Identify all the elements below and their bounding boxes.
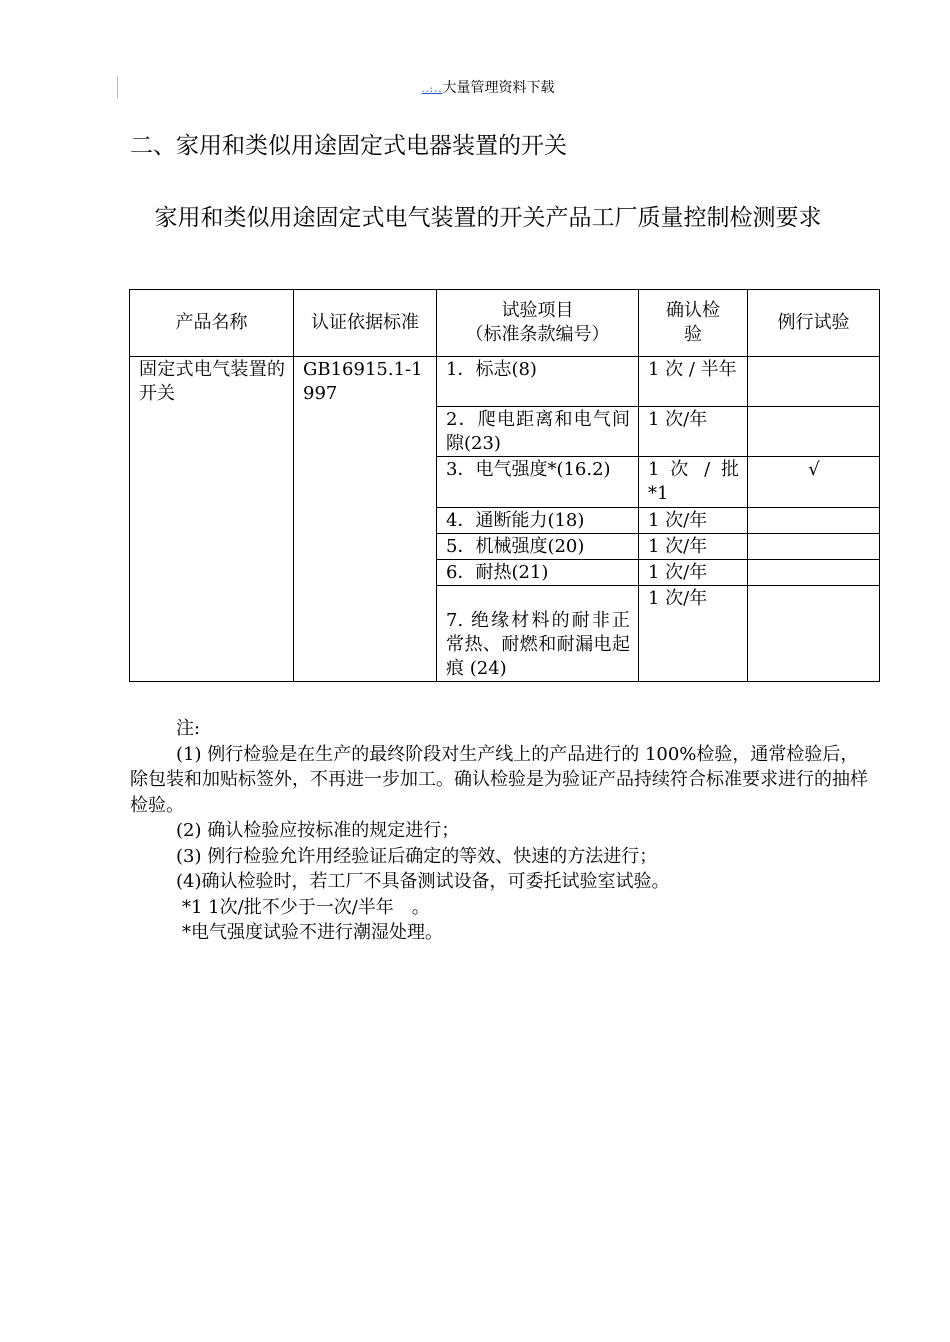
cell-routine <box>748 534 880 560</box>
document-title: 家用和类似用途固定式电气装置的开关产品工厂质量控制检测要求 <box>154 205 822 231</box>
cell-confirm: 1 次/年 <box>639 586 748 682</box>
header-routine-test: 例行试验 <box>748 290 880 357</box>
cell-standard: GB16915.1-1997 <box>294 357 437 682</box>
cell-test-item: 4．通断能力(18) <box>437 508 639 534</box>
quality-control-table <box>129 289 880 682</box>
note-item: (2) 确认检验应按标准的规定进行； <box>176 820 460 841</box>
cell-confirm: 1 次/年 <box>639 534 748 560</box>
note-star-item: *1 1次/批不少于一次/半年 。 <box>182 896 430 918</box>
section-heading: 二、家用和类似用途固定式电器装置的开关 <box>130 133 567 159</box>
page-header <box>0 79 950 99</box>
cell-test-item: 1．标志(8) <box>437 357 639 407</box>
cell-test-item: 7. 绝缘材料的耐非正常热、耐燃和耐漏电起痕 (24) <box>437 586 639 682</box>
cell-test-item: 3．电气强度*(16.2) <box>437 457 639 508</box>
cell-test-item: 5．机械强度(20) <box>437 534 639 560</box>
cell-routine <box>748 560 880 586</box>
cell-confirm: 1 次/年 <box>639 560 748 586</box>
cell-test-item: 6．耐热(21) <box>437 560 639 586</box>
header-link-dots[interactable]: ..:.. <box>421 84 443 95</box>
cell-routine <box>748 357 880 407</box>
header-test-item: 试验项目 （标准条款编号） <box>437 290 639 357</box>
notes-section <box>130 716 870 946</box>
cell-product-name: 固定式电气装置的开关 <box>130 357 294 682</box>
cell-confirm: 1 次 / 半年 <box>639 357 748 407</box>
header-confirm-test: 确认检验 <box>639 290 748 357</box>
note-item: (1) 例行检验是在生产的最终阶段对生产线上的产品进行的 100%检验，通常检验后，除包装和加贴标签外，不再进一步加工。确认检验是为验证产品持续符合标准要求进行的抽样检验。 <box>130 743 868 816</box>
note-star-item: *电气强度试验不进行潮湿处理。 <box>182 922 443 943</box>
cell-routine <box>748 508 880 534</box>
cell-confirm: 1 次 / 批*1 <box>639 457 748 508</box>
header-product-name: 产品名称 <box>130 290 294 357</box>
header-standard: 认证依据标准 <box>294 290 437 357</box>
header-text: 大量管理资料下载 <box>442 80 555 96</box>
cell-test-item: 2．爬电距离和电气间隙(23) <box>437 407 639 457</box>
cell-routine <box>748 407 880 457</box>
cell-routine <box>748 586 880 682</box>
note-item: (3) 例行检验允许用经验证后确定的等效、快速的方法进行； <box>176 845 658 867</box>
notes-label: 注: <box>176 718 201 739</box>
table-header-row <box>130 290 880 357</box>
table-row <box>130 357 880 407</box>
cell-routine: √ <box>748 457 880 508</box>
cell-confirm: 1 次/年 <box>639 407 748 457</box>
cell-confirm: 1 次/年 <box>639 508 748 534</box>
note-item: (4)确认检验时，若工厂不具备测试设备，可委托试验室试验。 <box>176 871 670 892</box>
